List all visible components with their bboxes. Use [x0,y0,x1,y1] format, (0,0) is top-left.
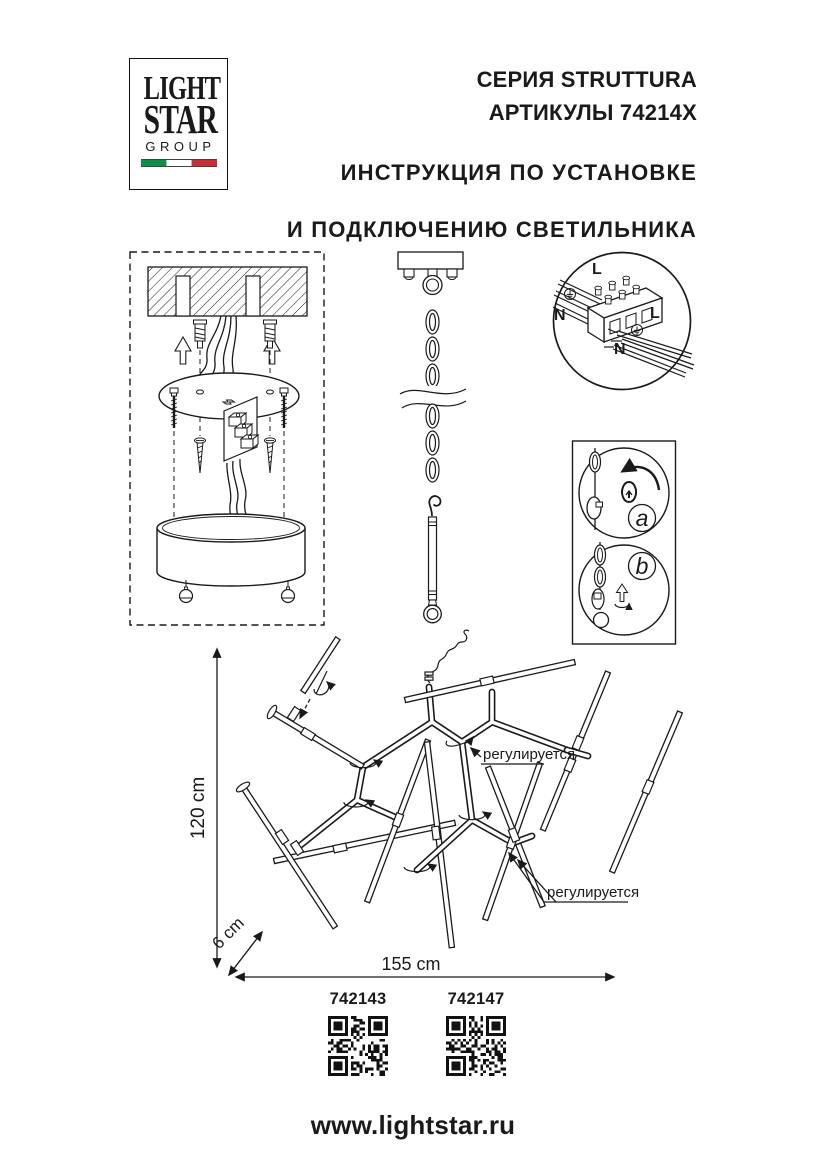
label-live-bottom: L [650,305,660,322]
adjust-callout-1 [471,746,575,764]
ceiling-bracket [398,252,463,295]
step-b-letter: b [635,553,649,579]
canopy [157,514,305,586]
dimension-depth-label: 6 cm [208,913,248,953]
brand-name-light: LIGHT [143,70,221,107]
flag-red-segment [192,160,217,166]
page-header [287,63,697,243]
ceiling-hatch [148,267,307,316]
product-qr-742143 [327,990,389,1076]
article-number-1: 742143 [329,990,387,1008]
qr-code-icon [446,1016,506,1076]
series-title: СЕРИЯ STRUTTURA [476,67,697,92]
wiring-detail-diagram [548,246,698,398]
italian-flag-icon [141,159,217,167]
rotation-arrow-icons [314,671,485,872]
brand-name-group: GROUP [145,139,216,154]
flag-green-segment [141,160,166,166]
detach-arrow [300,699,310,718]
power-cable [425,630,469,683]
dimension-height-label: 120 cm [188,776,209,840]
rod-end-caps [235,704,278,794]
chandelier-dimensions-diagram [190,615,690,990]
qr-code-icon [328,1016,388,1076]
step-a-letter: a [635,505,649,531]
label-live-top: L [592,261,602,278]
dimension-width-label: 155 cm [381,954,441,974]
installation-diagram [129,251,325,627]
website-url: www.lightstar.ru [310,1110,516,1140]
suspension-parts-diagram [388,244,478,634]
article-number-2: 742147 [447,990,505,1008]
label-neutral-bottom: N [614,341,626,358]
adjust-label-2: регулируется [547,884,640,901]
lightstar-logo [129,58,228,190]
flag-white-segment [166,160,192,166]
suspension-chain [400,310,466,482]
extension-rod [424,496,442,623]
instruction-title-line2: И ПОДКЛЮЧЕНИЮ СВЕТИЛЬНИКА [286,217,697,242]
instruction-title-line1: ИНСТРУКЦИЯ ПО УСТАНОВКЕ [340,160,697,185]
product-qr-742147 [445,990,507,1076]
label-neutral-top: N [554,307,566,324]
brand-name-star: STAR [143,96,218,142]
articles-title: АРТИКУЛЫ 74214X [488,100,697,125]
adjust-label-1: регулируется [483,746,576,763]
